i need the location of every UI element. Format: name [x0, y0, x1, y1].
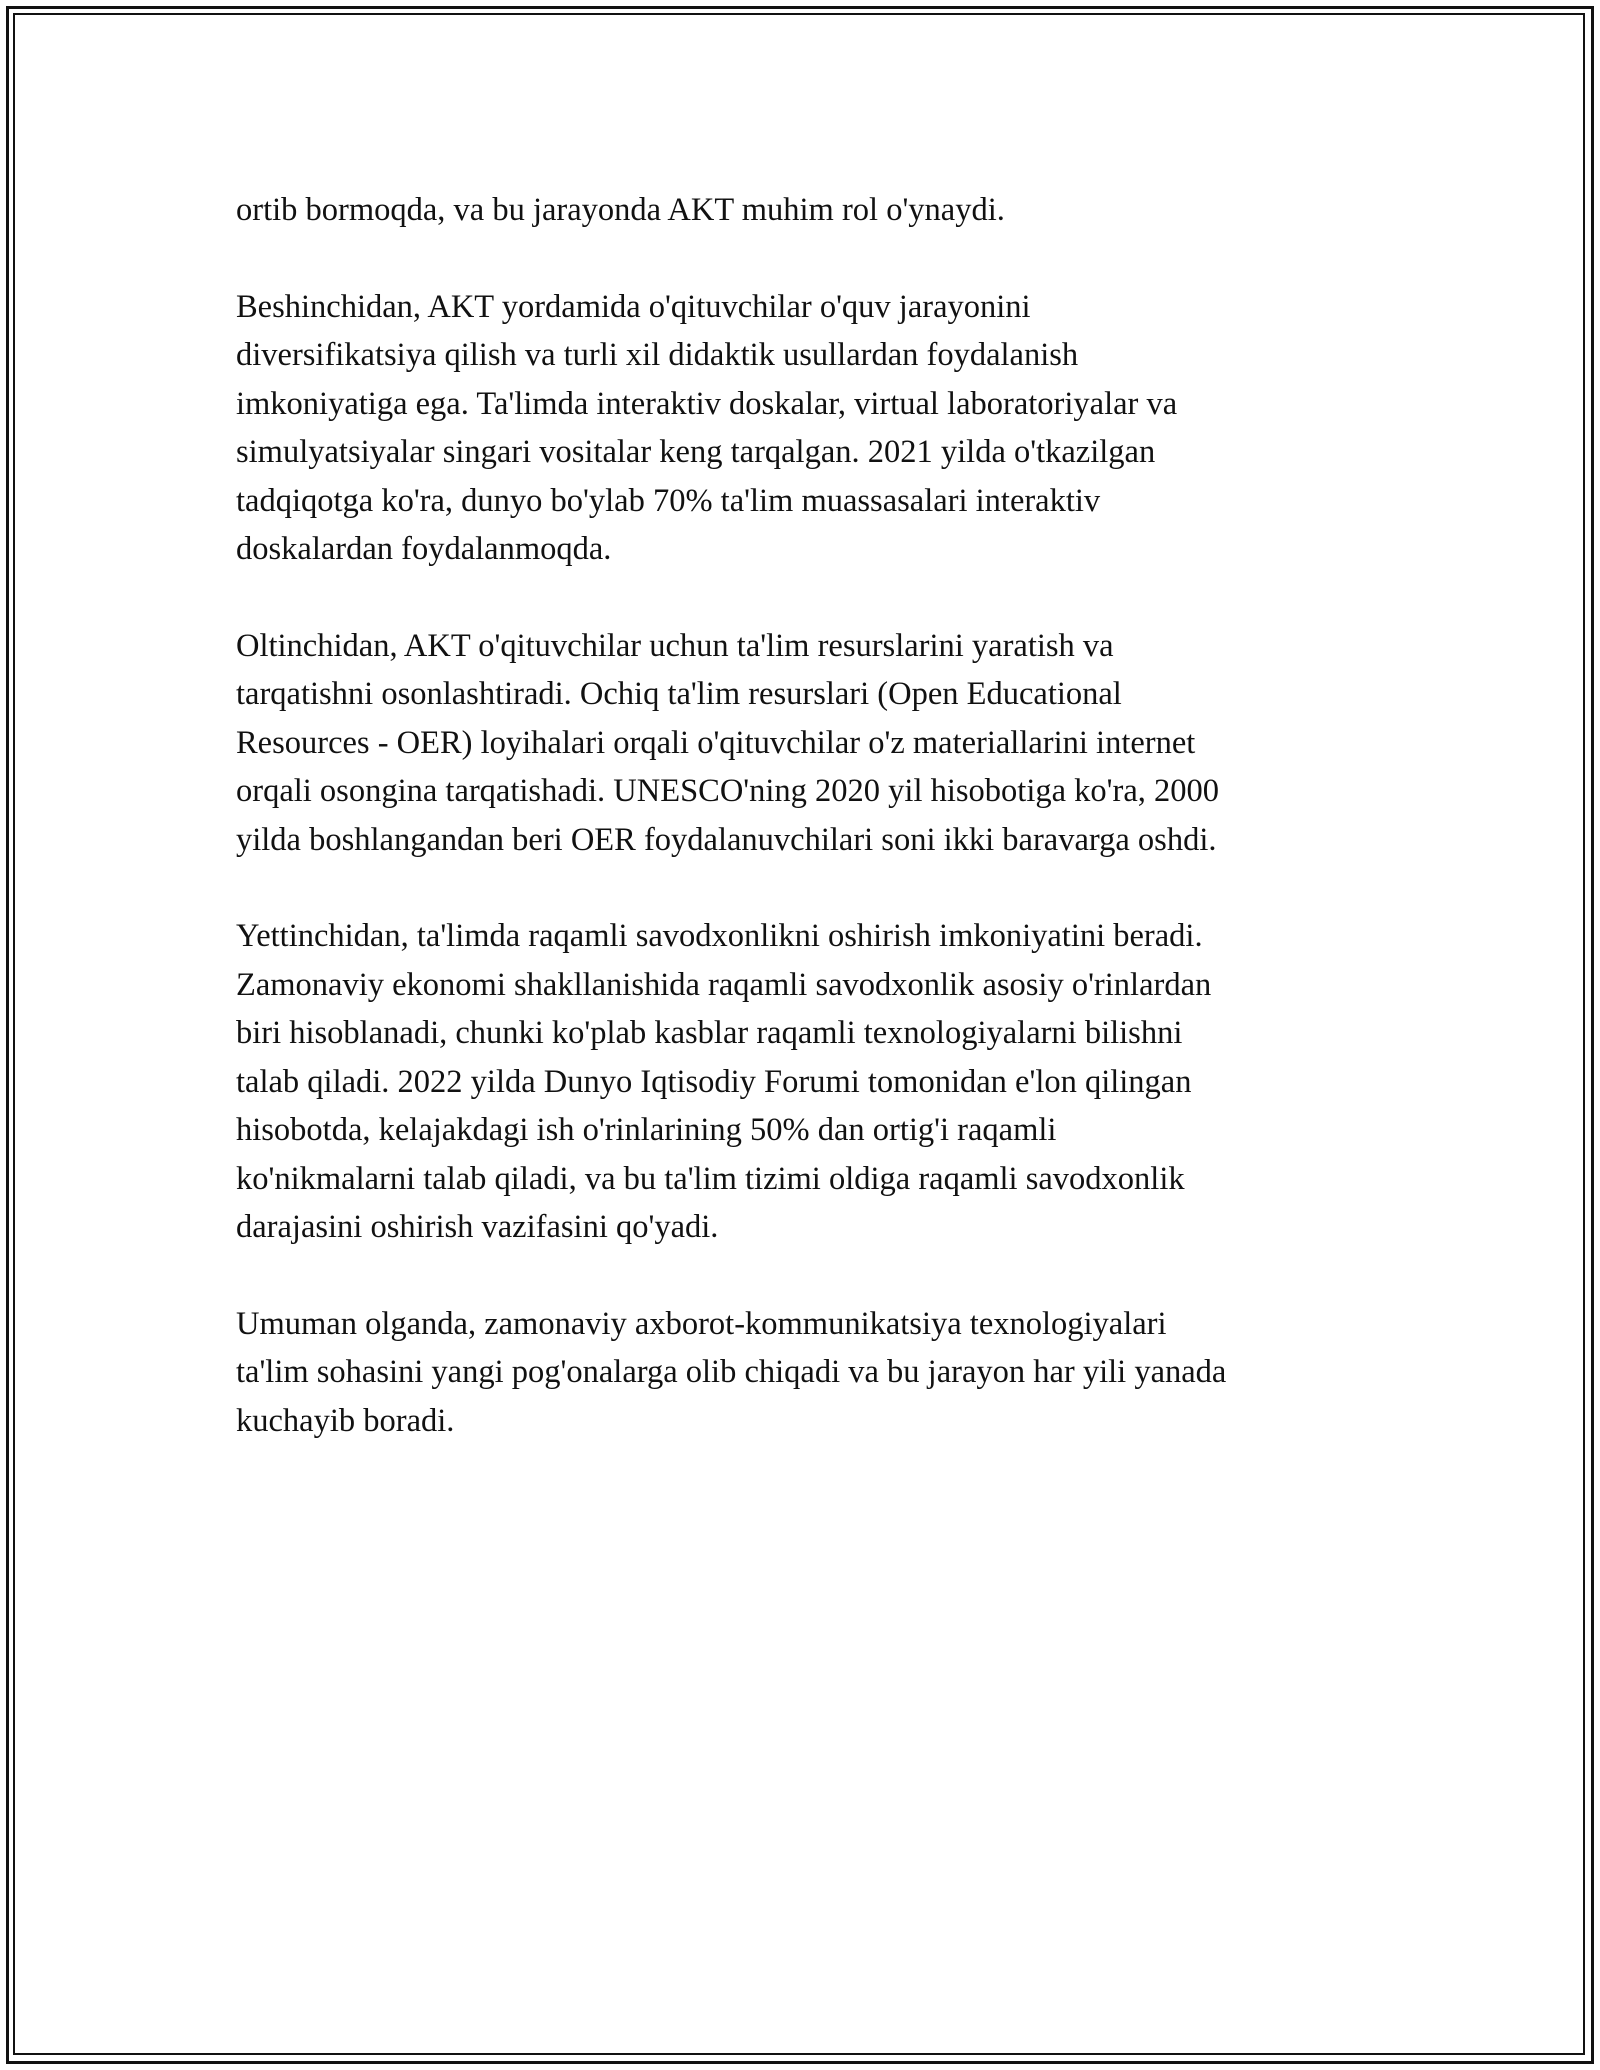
paragraph-fifth-point: Beshinchidan, AKT yordamida o'qituvchilar o'quv jarayonini diversifikatsiya qilish va turli xil didaktik usullardan foydalanish imkoniyatiga ega. Ta'limda interaktiv doskalar, virtual laboratoriyalar va simulyatsiyalar singari vositalar keng tarqalgan. 2021 yilda o'tkazilgan tadqiqotga ko'ra, dunyo bo'ylab 70% ta'lim muassasalari interaktiv doskalardan foydalanmoqda. [236, 288, 1178, 567]
paragraph-seventh-point: Yettinchidan, ta'limda raqamli savodxonlikni oshirish imkoniyatini beradi. Zamonaviy ekonomi shakllanishida raqamli savodxonlik asosiy o'rinlardan biri hisoblanadi, chunki ko'plab kasblar raqamli texnologiyalarni bilishni talab qiladi. 2022 yilda Dunyo Iqtisodiy Forumi tomonidan e'lon qilingan hisobotda, kelajakdagi ish o'rinlarining 50% dan ortig'i raqamli ko'nikmalarni talab qiladi, va bu ta'lim tizimi oldiga raqamli savodxonlik darajasini oshirish vazifasini qo'yadi. [236, 918, 1212, 1245]
paragraph-continuation: ortib bormoqda, va bu jarayonda AKT muhim rol o'ynaydi. [236, 192, 1005, 228]
paragraph-conclusion: Umuman olganda, zamonaviy axborot-kommunikatsiya texnologiyalari ta'lim sohasini yangi pog'onalarga olib chiqadi va bu jarayon har yili yanada kuchayib boradi. [236, 1305, 1227, 1439]
paragraph-sixth-point: Oltinchidan, AKT o'qituvchilar uchun ta'lim resurslarini yaratish va tarqatishni osonlashtiradi. Ochiq ta'lim resurslari (Open Educational Resources - OER) loyihalari orqali o'qituvchilar o'z materiallarini internet orqali osongina tarqatishadi. UNESCO'ning 2020 yil hisobotiga ko'ra, 2000 yilda boshlangandan beri OER foydalanuvchilari soni ikki baravarga oshdi. [236, 627, 1219, 858]
document-body [236, 186, 1366, 1493]
